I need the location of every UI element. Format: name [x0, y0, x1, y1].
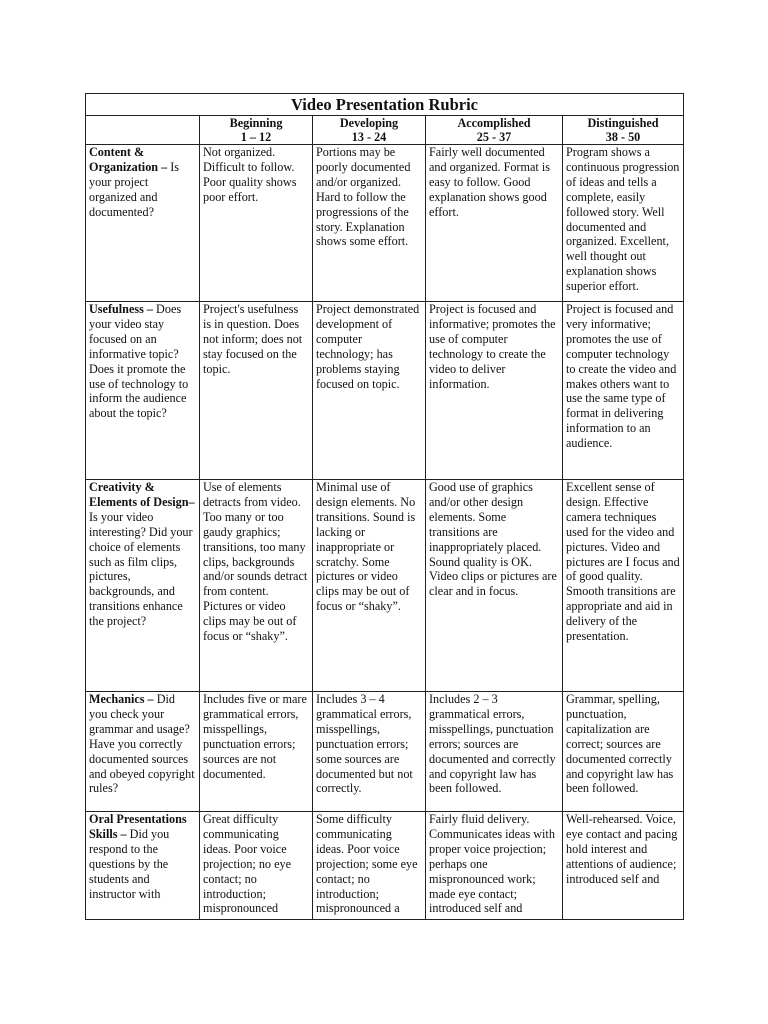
rubric-cell: Portions may be poorly documented and/or organized. Hard to follow the progressions of the story. Explanation shows some effort.	[313, 145, 426, 302]
level-name: Developing	[339, 116, 399, 130]
rubric-cell: Grammar, spelling, punctuation, capitalization are correct; sources are documented correctly and copyright law has been followed.	[563, 692, 684, 812]
criterion-name: Content & Organization –	[89, 145, 168, 174]
rubric-cell: Includes 2 – 3 grammatical errors, misspellings, punctuation errors; sources are documented and correctly and copyright law has been followed.	[426, 692, 563, 812]
criterion-cell	[86, 812, 200, 920]
criterion-name: Creativity & Elements of Design–	[89, 480, 195, 509]
header-row	[86, 116, 684, 145]
rubric-cell: Includes five or mare grammatical errors, misspellings, punctuation errors; sources are not documented.	[200, 692, 313, 812]
rubric-cell: Good use of graphics and/or other design elements. Some transitions are inappropriately placed. Sound quality is OK. Video clips or pictures are clear and in focus.	[426, 480, 563, 692]
header-blank	[86, 116, 200, 145]
table-row	[86, 145, 684, 302]
rubric-cell: Great difficulty communicating ideas. Poor voice projection; no eye contact; no introduction; mispronounced	[200, 812, 313, 920]
title-row	[86, 94, 684, 116]
level-header	[563, 116, 684, 145]
rubric-cell: Not organized. Difficult to follow. Poor quality shows poor effort.	[200, 145, 313, 302]
level-name: Beginning	[229, 116, 283, 130]
rubric-cell: Some difficulty communicating ideas. Poor voice projection; some eye contact; no introduction; mispronounced a	[313, 812, 426, 920]
rubric-cell: Fairly well documented and organized. Format is easy to follow. Good explanation shows good effort.	[426, 145, 563, 302]
rubric-cell: Fairly fluid delivery. Communicates ideas with proper voice projection; perhaps one mispronounced work; made eye contact; introduced self and	[426, 812, 563, 920]
criterion-cell	[86, 692, 200, 812]
criterion-question: Did you check your grammar and usage? Have you correctly documented sources and obeyed copyright rules?	[89, 692, 195, 796]
rubric-cell: Project is focused and very informative; promotes the use of computer technology to create the video and makes others want to use the same type of format in delivering information to an audience.	[563, 302, 684, 480]
level-range: 1 – 12	[240, 130, 272, 144]
level-range: 13 - 24	[351, 130, 387, 144]
table-row	[86, 692, 684, 812]
table-row	[86, 480, 684, 692]
level-header	[426, 116, 563, 145]
rubric-title: Video Presentation Rubric	[86, 94, 684, 116]
level-name: Accomplished	[457, 116, 531, 130]
rubric-table	[85, 93, 684, 920]
level-name: Distinguished	[587, 116, 659, 130]
rubric-cell: Use of elements detracts from video. Too many or too gaudy graphics; transitions, too many clips, backgrounds and/or sounds detract from content. Pictures or video clips may be out of focus or “shaky”.	[200, 480, 313, 692]
level-range: 25 - 37	[476, 130, 512, 144]
criterion-cell	[86, 480, 200, 692]
rubric-cell: Includes 3 – 4 grammatical errors, misspellings, punctuation errors; some sources are documented but not correctly.	[313, 692, 426, 812]
rubric-cell: Project demonstrated development of computer technology; has problems staying focused on topic.	[313, 302, 426, 480]
criterion-name: Usefulness –	[89, 302, 153, 316]
level-header	[313, 116, 426, 145]
criterion-question: Did you respond to the questions by the students and instructor with	[89, 826, 170, 901]
criterion-cell	[86, 302, 200, 480]
table-row	[86, 812, 684, 920]
criterion-question: Is your project organized and documented?	[89, 159, 180, 219]
level-range: 38 - 50	[605, 130, 641, 144]
criterion-question: Does your video stay focused on an informative topic? Does it promote the use of technology to inform the audience about the topic?	[89, 302, 189, 421]
criterion-question: Is your video interesting? Did your choice of elements such as film clips, pictures, backgrounds, and transitions enhance the project?	[89, 509, 193, 629]
rubric-cell: Minimal use of design elements. No transitions. Sound is lacking or inappropriate or scratchy. Some pictures or video clips may be out of focus or “shaky”.	[313, 480, 426, 692]
criterion-cell	[86, 145, 200, 302]
rubric-cell: Excellent sense of design. Effective camera techniques used for the video and pictures. Video and pictures are I focus and of good quality. Smooth transitions are appropriate and aid in delivery of the presentation.	[563, 480, 684, 692]
rubric-cell: Project's usefulness is in question. Does not inform; does not stay focused on the topic.	[200, 302, 313, 480]
rubric-cell: Program shows a continuous progression of ideas and tells a complete, easily followed story. Well documented and organized. Excellent, well thought out explanation shows superior effort.	[563, 145, 684, 302]
level-header	[200, 116, 313, 145]
criterion-name: Oral Presentations Skills –	[89, 812, 187, 841]
rubric-cell: Well-rehearsed. Voice, eye contact and pacing hold interest and attentions of audience; introduced self and	[563, 812, 684, 920]
criterion-name: Mechanics –	[89, 692, 154, 706]
rubric-cell: Project is focused and informative; promotes the use of computer technology to create the video to deliver information.	[426, 302, 563, 480]
table-row	[86, 302, 684, 480]
